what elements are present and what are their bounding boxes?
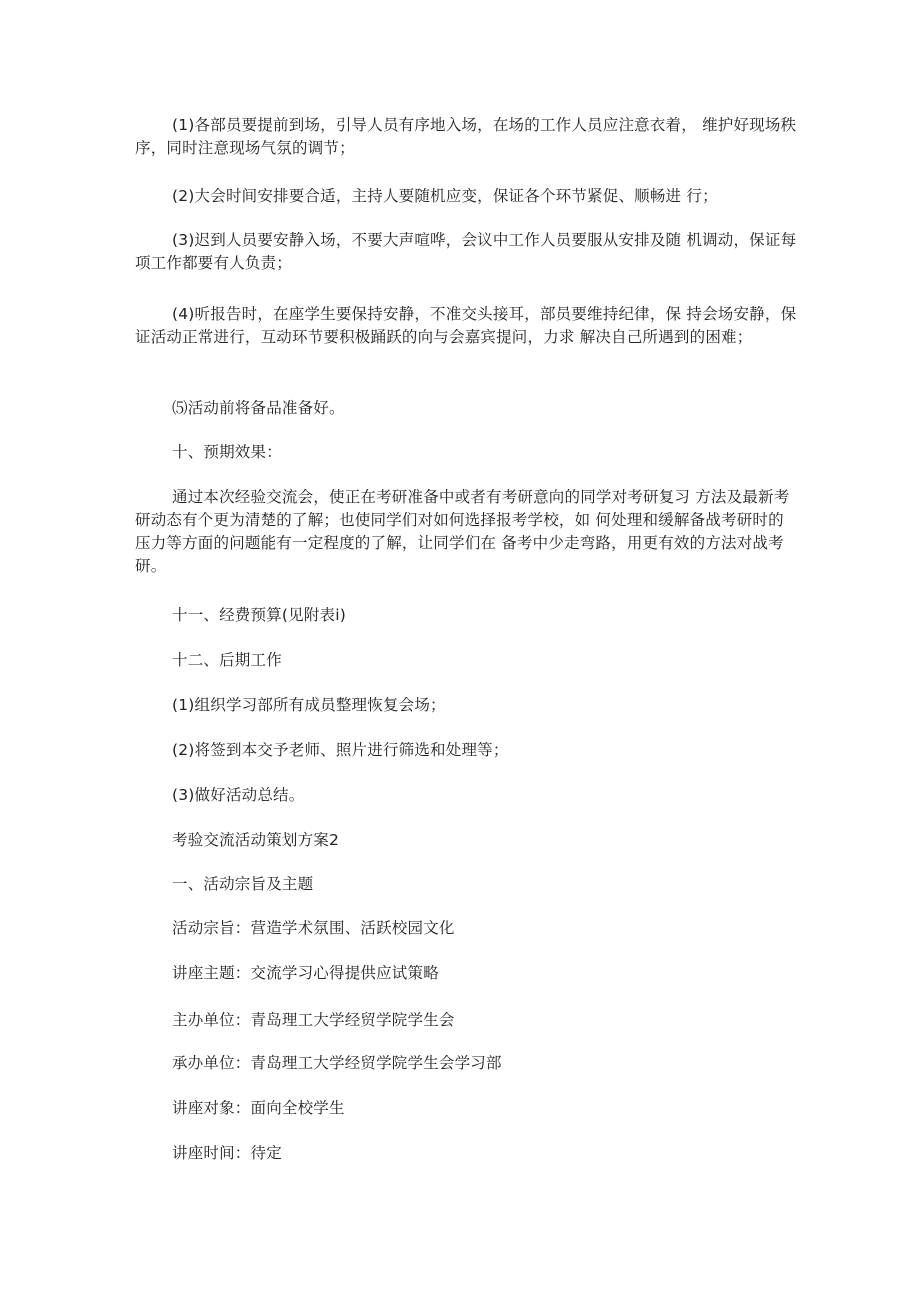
paragraph-item-3: (3)迟到人员要安静入场，不要大声喧哗，会议中工作人员要服从安排及随 机调动，保证每项工作都要有人负责； <box>135 231 797 272</box>
section-heading-purpose: 一、活动宗旨及主题 <box>172 875 314 893</box>
section-heading-expected-effect: 十、预期效果： <box>172 443 282 461</box>
paragraph-item-2: (2)大会时间安排要合适，主持人要随机应变，保证各个环节紧促、顺畅进 行； <box>172 187 718 205</box>
info-row-purpose: 活动宗旨：营造学术氛围、活跃校园文化 <box>172 919 455 937</box>
follow-up-item-2: (2)将签到本交予老师、照片进行筛选和处理等； <box>172 741 509 759</box>
follow-up-item-3: (3)做好活动总结。 <box>172 786 305 804</box>
info-row-time: 讲座时间：待定 <box>172 1144 282 1162</box>
section-title-plan-2: 考验交流活动策划方案2 <box>172 831 340 849</box>
section-heading-budget: 十一、经费预算(见附表i) <box>172 606 347 624</box>
paragraph-item-1: (1)各部员要提前到场，引导人员有序地入场，在场的工作人员应注意衣着， 维护好现场秩序，同时注意现场气氛的调节； <box>135 116 797 157</box>
section-heading-follow-up: 十二、后期工作 <box>172 651 282 669</box>
info-row-organizer: 承办单位：青岛理工大学经贸学院学生会学习部 <box>172 1054 502 1072</box>
follow-up-item-1: (1)组织学习部所有成员整理恢复会场； <box>172 696 446 714</box>
paragraph-item-5: ⑸活动前将备品准备好。 <box>172 399 345 417</box>
paragraph-item-4: (4)听报告时，在座学生要保持安静，不准交头接耳，部员要维持纪律，保 持会场安静，保证活动正常进行，互动环节要积极踊跃的向与会嘉宾提问，力求 解决自己所遇到的困难； <box>135 305 797 346</box>
paragraph-expected-effect: 通过本次经验交流会，使正在考研准备中或者有考研意向的同学对考研复习 方法及最新考研动态有个更为清楚的了解；也使同学们对如何选择报考学校，如 何处理和缓解备战考研时的压力等方面的问题能有一定程度的了解，让同学们在 备考中少走弯路，用更有效的方法对战考研。 <box>135 488 790 575</box>
info-row-theme: 讲座主题：交流学习心得提供应试策略 <box>172 964 439 982</box>
info-row-audience: 讲座对象：面向全校学生 <box>172 1099 345 1117</box>
info-row-host: 主办单位：青岛理工大学经贸学院学生会 <box>172 1011 455 1029</box>
